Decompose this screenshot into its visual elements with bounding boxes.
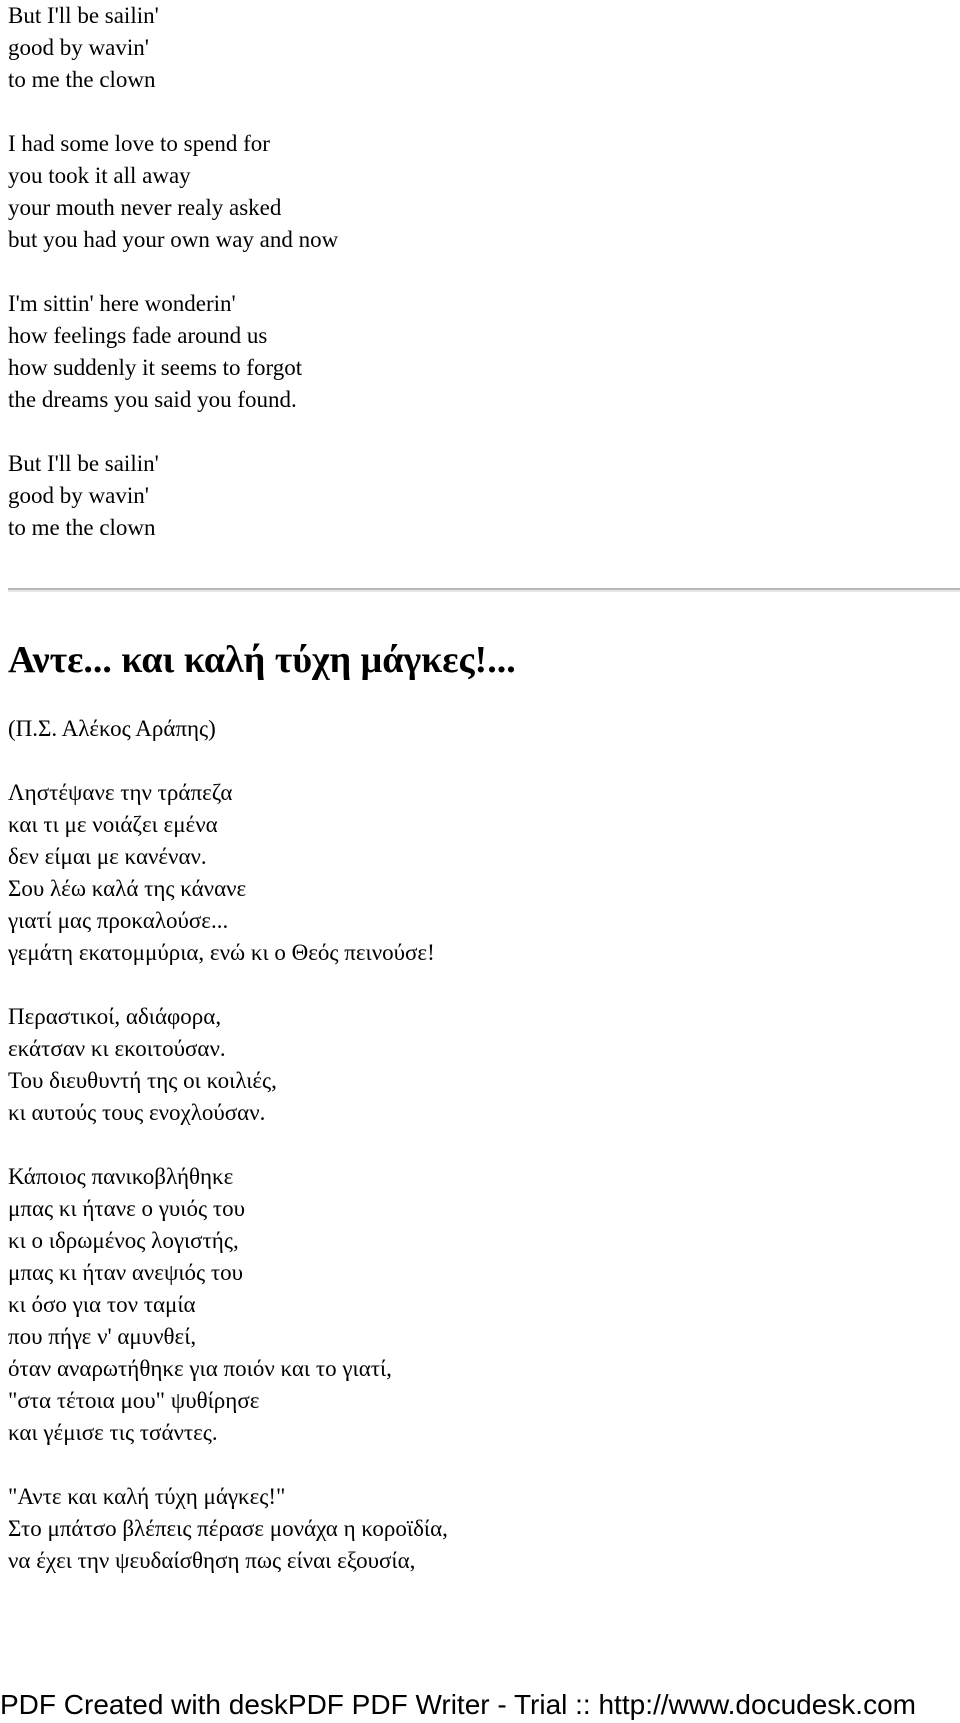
lyric-stanza	[8, 1001, 952, 1129]
lyric-credit	[8, 713, 952, 745]
lyric-line: Περαστικοί, αδιάφορα,	[8, 1004, 222, 1029]
lyric-line: good by wavin'	[8, 483, 149, 508]
lyric-line: που πήγε ν' αμυνθεί,	[8, 1324, 197, 1349]
lyric-line: the dreams you said you found.	[8, 387, 297, 412]
lyric-line: δεν είμαι με κανέναν.	[8, 844, 207, 869]
english-lyrics	[8, 0, 952, 544]
lyric-line: μπας κι ήταν ανεψιός του	[8, 1260, 244, 1285]
lyric-line: I'm sittin' here wonderin'	[8, 291, 236, 316]
lyric-line: "στα τέτοια μου" ψυθίρησε	[8, 1388, 260, 1413]
pdf-watermark-footer: PDF Created with deskPDF PDF Writer - Trial :: http://www.docudesk.com	[0, 1689, 916, 1720]
lyric-line: μπας κι ήτανε ο γυιός του	[8, 1196, 245, 1221]
greek-lyrics	[8, 713, 952, 1577]
lyric-line: "Αντε και καλή τύχη μάγκες!"	[8, 1484, 286, 1509]
lyric-line: εκάτσαν κι εκοιτούσαν.	[8, 1036, 226, 1061]
lyric-line: και γέμισε τις τσάντες.	[8, 1420, 218, 1445]
lyric-stanza	[8, 128, 952, 256]
lyric-stanza	[8, 288, 952, 416]
lyric-stanza	[8, 0, 952, 96]
lyric-line: to me the clown	[8, 515, 156, 540]
horizontal-divider	[8, 588, 960, 592]
lyric-line: Στο μπάτσο βλέπεις πέρασε μονάχα η κοροϊδία,	[8, 1516, 448, 1541]
lyric-stanza	[8, 1481, 952, 1577]
lyric-line: κι όσο για τον ταμία	[8, 1292, 196, 1317]
lyric-line: but you had your own way and now	[8, 227, 339, 252]
lyric-line: Κάποιος πανικοβλήθηκε	[8, 1164, 234, 1189]
lyric-stanza	[8, 777, 952, 969]
lyric-line: how feelings fade around us	[8, 323, 268, 348]
lyric-line: to me the clown	[8, 67, 156, 92]
lyric-line: Του διευθυντή της οι κοιλιές,	[8, 1068, 277, 1093]
lyric-stanza	[8, 1161, 952, 1449]
lyric-line: γιατί μας προκαλούσε...	[8, 908, 229, 933]
lyric-line: I had some love to spend for	[8, 131, 270, 156]
lyric-line: your mouth never realy asked	[8, 195, 282, 220]
lyric-line: Ληστέψανε την τράπεζα	[8, 780, 233, 805]
lyric-line: όταν αναρωτήθηκε για ποιόν και το γιατί,	[8, 1356, 392, 1381]
section-title: Αντε... και καλή τύχη μάγκες!...	[8, 639, 516, 681]
lyric-line: να έχει την ψευδαίσθηση πως είναι εξουσία,	[8, 1548, 416, 1573]
lyric-line: you took it all away	[8, 163, 191, 188]
lyric-line: But I'll be sailin'	[8, 3, 159, 28]
lyric-line: και τι με νοιάζει εμένα	[8, 812, 218, 837]
lyric-stanza	[8, 448, 952, 544]
lyric-line: κι ο ιδρωμένος λογιστής,	[8, 1228, 239, 1253]
lyric-line: how suddenly it seems to forgot	[8, 355, 303, 380]
lyric-line: good by wavin'	[8, 35, 149, 60]
lyric-line: (Π.Σ. Αλέκος Αράπης)	[8, 716, 216, 741]
lyric-line: But I'll be sailin'	[8, 451, 159, 476]
lyric-line: Σου λέω καλά της κάνανε	[8, 876, 247, 901]
lyric-line: γεμάτη εκατομμύρια, ενώ κι ο Θεός πεινούσε!	[8, 940, 435, 965]
lyric-line: κι αυτούς τους ενοχλούσαν.	[8, 1100, 266, 1125]
